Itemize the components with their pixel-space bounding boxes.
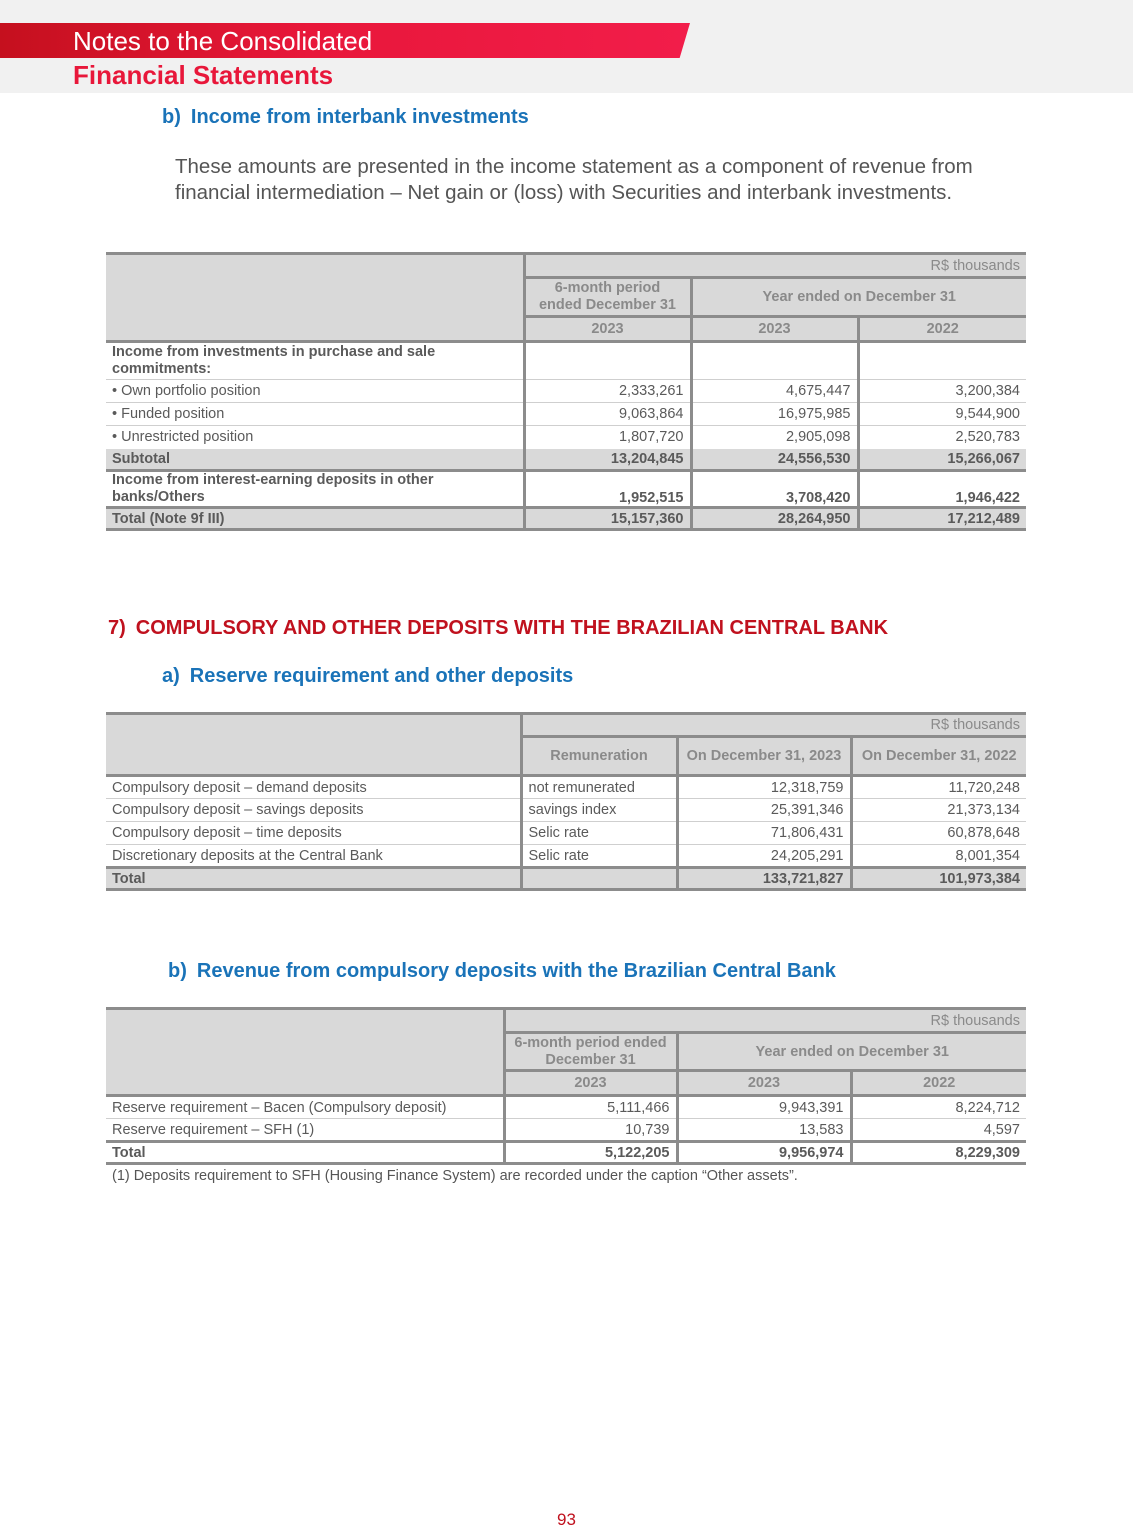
header-blank bbox=[106, 254, 524, 342]
cell-value: 1,952,515 bbox=[524, 471, 691, 508]
cell-value: 13,583 bbox=[677, 1119, 851, 1142]
row-label: • Funded position bbox=[106, 403, 524, 426]
section-b-heading bbox=[162, 106, 529, 129]
section-title: Income from interbank investments bbox=[190, 106, 529, 128]
cell-value: 5,122,205 bbox=[504, 1142, 677, 1164]
remuneration-cell: savings index bbox=[521, 799, 677, 822]
table-row bbox=[106, 380, 1026, 403]
subtotal-row bbox=[106, 449, 1026, 471]
table-row bbox=[106, 342, 1026, 380]
row-label: Reserve requirement – SFH (1) bbox=[106, 1119, 504, 1142]
cell-value: 101,973,384 bbox=[851, 868, 1026, 890]
cell-value: 9,943,391 bbox=[677, 1096, 851, 1119]
row-label: Compulsory deposit – demand deposits bbox=[106, 776, 521, 799]
row-label: Reserve requirement – Bacen (Compulsory deposit) bbox=[106, 1096, 504, 1119]
table-row bbox=[106, 1119, 1026, 1142]
page-number: 93 bbox=[557, 1510, 576, 1529]
cell-value: 11,720,248 bbox=[948, 779, 1020, 796]
section-label: 7) bbox=[108, 617, 126, 639]
unit-label: R$ thousands bbox=[521, 714, 1026, 737]
section-title: Revenue from compulsory deposits with the Brazilian Central Bank bbox=[196, 960, 836, 982]
remuneration-cell: Selic rate bbox=[521, 822, 677, 845]
cell-value: 4,675,447 bbox=[691, 380, 858, 403]
cell-value: 9,063,864 bbox=[524, 403, 691, 426]
header-title-line2: Financial Statements bbox=[73, 60, 334, 90]
cell-value: 10,739 bbox=[504, 1119, 677, 1142]
year-header: 2022 bbox=[851, 1071, 1026, 1096]
year-header: 2023 bbox=[524, 317, 691, 342]
cell-value: 16,975,985 bbox=[691, 403, 858, 426]
cell-value: 5,111,466 bbox=[504, 1096, 677, 1119]
header-blank bbox=[106, 1009, 504, 1096]
cell-value: 15,157,360 bbox=[524, 508, 691, 530]
cell-value: 8,001,354 bbox=[955, 847, 1020, 864]
col-remuneration: Remuneration bbox=[521, 737, 677, 776]
cell-value: 24,556,530 bbox=[691, 449, 858, 471]
intro-paragraph: These amounts are presented in the income statement as a component of revenue from financial intermediation – Net gain or (loss) with Securities and interbank investments. bbox=[175, 155, 973, 204]
cell-value: 1,807,720 bbox=[524, 426, 691, 449]
section-label: b) bbox=[168, 960, 187, 982]
reserve-requirement-table bbox=[106, 712, 1026, 891]
cell-value: 28,264,950 bbox=[691, 508, 858, 530]
table-row bbox=[106, 845, 1026, 868]
table-row bbox=[106, 471, 1026, 508]
row-label: Subtotal bbox=[106, 449, 524, 471]
unit-label: R$ thousands bbox=[504, 1009, 1026, 1033]
remuneration-cell: not remunerated bbox=[521, 776, 677, 799]
table-row bbox=[106, 403, 1026, 426]
cell-value: 21,373,134 bbox=[947, 802, 1020, 818]
row-label: Total bbox=[106, 1142, 504, 1164]
row-label: Total bbox=[106, 868, 521, 890]
remuneration-cell: Selic rate bbox=[521, 845, 677, 868]
row-label: Total (Note 9f III) bbox=[106, 508, 524, 530]
year-header: 2023 bbox=[691, 317, 858, 342]
col-group-year: Year ended on December 31 bbox=[677, 1033, 1026, 1071]
cell-value: 133,721,827 bbox=[677, 868, 851, 890]
cell-value: 2,333,261 bbox=[524, 380, 691, 403]
cell-value: 9,956,974 bbox=[677, 1142, 851, 1164]
col-2022: On December 31, 2022 bbox=[851, 737, 1026, 776]
col-2023: On December 31, 2023 bbox=[677, 737, 851, 776]
cell-value: 8,229,309 bbox=[851, 1142, 1026, 1164]
col-group-6month: 6-month period ended December 31 bbox=[524, 278, 691, 317]
cell-value: 8,224,712 bbox=[955, 1099, 1020, 1116]
footnote: (1) Deposits requirement to SFH (Housing Finance System) are recorded under the caption “Other assets”. bbox=[112, 1168, 798, 1184]
row-label: Income from interest-earning deposits in other banks/Others bbox=[106, 471, 524, 508]
section-label: b) bbox=[162, 106, 181, 128]
section-7-heading bbox=[108, 617, 888, 640]
cell-value: 25,391,346 bbox=[677, 799, 851, 822]
cell-value: 13,204,845 bbox=[524, 449, 691, 471]
cell-value: 1,946,422 bbox=[955, 490, 1020, 506]
col-group-year: Year ended on December 31 bbox=[691, 278, 1026, 317]
cell-value: 24,205,291 bbox=[677, 845, 851, 868]
section-title: Reserve requirement and other deposits bbox=[189, 665, 574, 687]
cell-value: 2,520,783 bbox=[955, 429, 1020, 446]
unit-label: R$ thousands bbox=[524, 254, 1026, 278]
section-a-heading bbox=[162, 665, 573, 688]
table-row bbox=[106, 822, 1026, 845]
section-b2-heading bbox=[168, 960, 836, 983]
header-blank bbox=[106, 714, 521, 776]
interbank-income-table bbox=[106, 252, 1026, 531]
cell-value: 2,905,098 bbox=[691, 426, 858, 449]
section-title: COMPULSORY AND OTHER DEPOSITS WITH THE BRAZILIAN CENTRAL BANK bbox=[135, 617, 889, 639]
cell-value: 60,878,648 bbox=[947, 825, 1020, 841]
total-row bbox=[106, 508, 1026, 530]
row-label: • Own portfolio position bbox=[106, 380, 524, 403]
row-label: • Unrestricted position bbox=[106, 426, 524, 449]
table-row bbox=[106, 426, 1026, 449]
cell-value: 17,212,489 bbox=[858, 508, 1026, 530]
section-label: a) bbox=[162, 665, 180, 687]
year-header: 2023 bbox=[504, 1071, 677, 1096]
cell-value: 9,544,900 bbox=[955, 406, 1020, 422]
col-group-6month: 6-month period ended December 31 bbox=[504, 1033, 677, 1071]
row-label: Discretionary deposits at the Central Bank bbox=[106, 845, 521, 868]
total-row bbox=[106, 868, 1026, 890]
cell-value: 15,266,067 bbox=[858, 449, 1026, 471]
table-row bbox=[106, 776, 1026, 799]
header-title-line1: Notes to the Consolidated bbox=[73, 26, 373, 56]
year-header: 2022 bbox=[858, 317, 1026, 342]
year-header: 2023 bbox=[677, 1071, 851, 1096]
cell-value: 12,318,759 bbox=[677, 776, 851, 799]
table-row bbox=[106, 1096, 1026, 1119]
cell-value: 3,200,384 bbox=[955, 383, 1020, 399]
row-label: Income from investments in purchase and sale commitments: bbox=[106, 342, 524, 380]
cell-value: 71,806,431 bbox=[677, 822, 851, 845]
cell-value: 3,708,420 bbox=[691, 471, 858, 508]
row-label: Compulsory deposit – time deposits bbox=[106, 822, 521, 845]
total-row bbox=[106, 1142, 1026, 1164]
cell-value: 4,597 bbox=[983, 1121, 1020, 1138]
compulsory-revenue-table bbox=[106, 1007, 1026, 1165]
row-label: Compulsory deposit – savings deposits bbox=[106, 799, 521, 822]
table-row bbox=[106, 799, 1026, 822]
